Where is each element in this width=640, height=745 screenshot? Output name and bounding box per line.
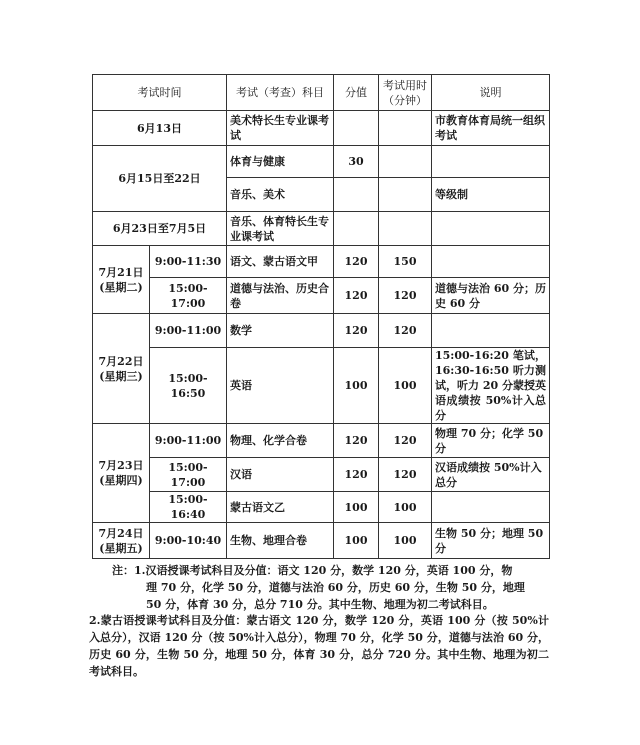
date-cell: 6月23日至7月5日 xyxy=(93,212,227,246)
header-time: 考试时间 xyxy=(93,75,227,111)
duration-cell xyxy=(379,111,432,146)
duration-cell: 100 xyxy=(379,523,432,559)
subject-cell: 音乐、体育特长生专业课考试 xyxy=(227,212,334,246)
header-subject: 考试（考查）科目 xyxy=(227,75,334,111)
duration-cell: 120 xyxy=(379,458,432,492)
header-duration-line1: 考试用时 xyxy=(383,78,427,92)
note-cell: 等级制 xyxy=(432,178,550,212)
subject-cell: 汉语 xyxy=(227,458,334,492)
header-duration xyxy=(379,75,432,111)
note-cell: 汉语成绩按 50%计入总分 xyxy=(432,458,550,492)
subject-cell: 道德与法治、历史合卷 xyxy=(227,278,334,314)
subject-cell: 语文、蒙古语文甲 xyxy=(227,246,334,278)
time-cell: 15:00-16:40 xyxy=(150,492,227,523)
day-date: 7月24日 xyxy=(98,526,144,540)
score-cell: 100 xyxy=(334,348,379,424)
header-row xyxy=(93,75,550,111)
subject-cell: 美术特长生专业课考试 xyxy=(227,111,334,146)
table-row xyxy=(93,246,550,278)
duration-cell: 100 xyxy=(379,348,432,424)
day-weekday: (星期二) xyxy=(99,280,143,294)
score-cell: 120 xyxy=(334,278,379,314)
day-weekday: (星期三) xyxy=(99,369,143,383)
duration-cell: 120 xyxy=(379,278,432,314)
subject-cell: 物理、化学合卷 xyxy=(227,424,334,458)
table-row xyxy=(93,458,550,492)
table-row xyxy=(93,111,550,146)
day-weekday: (星期四) xyxy=(99,474,143,487)
time-cell: 15:00-17:00 xyxy=(150,278,227,314)
score-cell: 120 xyxy=(334,458,379,492)
score-cell: 30 xyxy=(334,146,379,178)
exam-schedule-table xyxy=(92,74,550,559)
note-2: 2.蒙古语授课考试科目及分值：蒙古语文 120 分，数学 120 分，英语 100 分（按 50%计入总分），汉语 120 分（按 50%计入总分），物理 70 分，化学 50 分，道德与法治 60 分，历史 60 分，生物 50 分，地理 50 分，体育 30 分，总分 720 分。其中生物、地理为初二考试科目。 xyxy=(89,614,549,678)
day-date: 7月22日 xyxy=(98,354,144,368)
table-row xyxy=(93,278,550,314)
time-cell: 9:00-11:00 xyxy=(150,424,227,458)
duration-cell xyxy=(379,146,432,178)
score-cell xyxy=(334,111,379,146)
subject-cell: 英语 xyxy=(227,348,334,424)
score-cell xyxy=(334,212,379,246)
note-cell: 道德与法治 60 分；历史 60 分 xyxy=(432,278,550,314)
day-cell xyxy=(93,424,150,523)
note-cell xyxy=(432,246,550,278)
duration-cell: 120 xyxy=(379,314,432,348)
time-cell: 9:00-11:30 xyxy=(150,246,227,278)
duration-cell: 120 xyxy=(379,424,432,458)
note-cell: 市教育体育局统一组织考试 xyxy=(432,111,550,146)
note-cell xyxy=(432,314,550,348)
day-cell xyxy=(93,246,150,314)
day-weekday: (星期五) xyxy=(99,541,143,555)
time-cell: 15:00-17:00 xyxy=(150,458,227,492)
subject-cell: 数学 xyxy=(227,314,334,348)
score-cell: 120 xyxy=(334,246,379,278)
note-cell xyxy=(432,146,550,178)
day-cell xyxy=(93,523,150,559)
duration-cell: 100 xyxy=(379,492,432,523)
note-1 xyxy=(112,562,552,613)
note-cell: 15:00-16:20 笔试，16:30-16:50 听力测试，听力 20 分蒙授英语成绩按 50%计入总分 xyxy=(432,348,550,424)
subject-cell: 音乐、美术 xyxy=(227,178,334,212)
duration-cell xyxy=(379,178,432,212)
note-1-line-3: 50 分，体育 30 分，总分 710 分。其中生物、地理为初二考试科目。 xyxy=(146,598,494,611)
day-cell xyxy=(93,314,150,424)
time-cell: 9:00-10:40 xyxy=(150,523,227,559)
table-row xyxy=(93,348,550,424)
score-cell xyxy=(334,178,379,212)
day-date: 7月21日 xyxy=(98,265,144,279)
date-cell: 6月13日 xyxy=(93,111,227,146)
header-score: 分值 xyxy=(334,75,379,111)
table-row xyxy=(93,424,550,458)
header-note: 说明 xyxy=(432,75,550,111)
subject-cell: 生物、地理合卷 xyxy=(227,523,334,559)
duration-cell: 150 xyxy=(379,246,432,278)
duration-cell xyxy=(379,212,432,246)
date-cell: 6月15日至22日 xyxy=(93,146,227,212)
score-cell: 120 xyxy=(334,314,379,348)
table-row xyxy=(93,523,550,559)
table-row xyxy=(93,146,550,178)
note-1-line-2: 理 70 分，化学 50 分，道德与法治 60 分，历史 60 分，生物 50 分，地理 xyxy=(146,581,525,594)
table-row xyxy=(93,314,550,348)
note-cell: 生物 50 分；地理 50 分 xyxy=(432,523,550,559)
score-cell: 120 xyxy=(334,424,379,458)
day-date: 7月23日 xyxy=(98,459,144,472)
score-cell: 100 xyxy=(334,492,379,523)
header-duration-line2: （分钟） xyxy=(383,93,427,107)
table-row xyxy=(93,212,550,246)
subject-cell: 蒙古语文乙 xyxy=(227,492,334,523)
note-cell xyxy=(432,212,550,246)
table-row xyxy=(93,492,550,523)
subject-cell: 体育与健康 xyxy=(227,146,334,178)
time-cell: 9:00-11:00 xyxy=(150,314,227,348)
note-cell xyxy=(432,492,550,523)
score-cell: 100 xyxy=(334,523,379,559)
note-cell: 物理 70 分；化学 50 分 xyxy=(432,424,550,458)
time-cell: 15:00-16:50 xyxy=(150,348,227,424)
note-1-line-1: 注：1.汉语授课考试科目及分值：语文 120 分，数学 120 分，英语 100 分，物 xyxy=(112,564,513,577)
